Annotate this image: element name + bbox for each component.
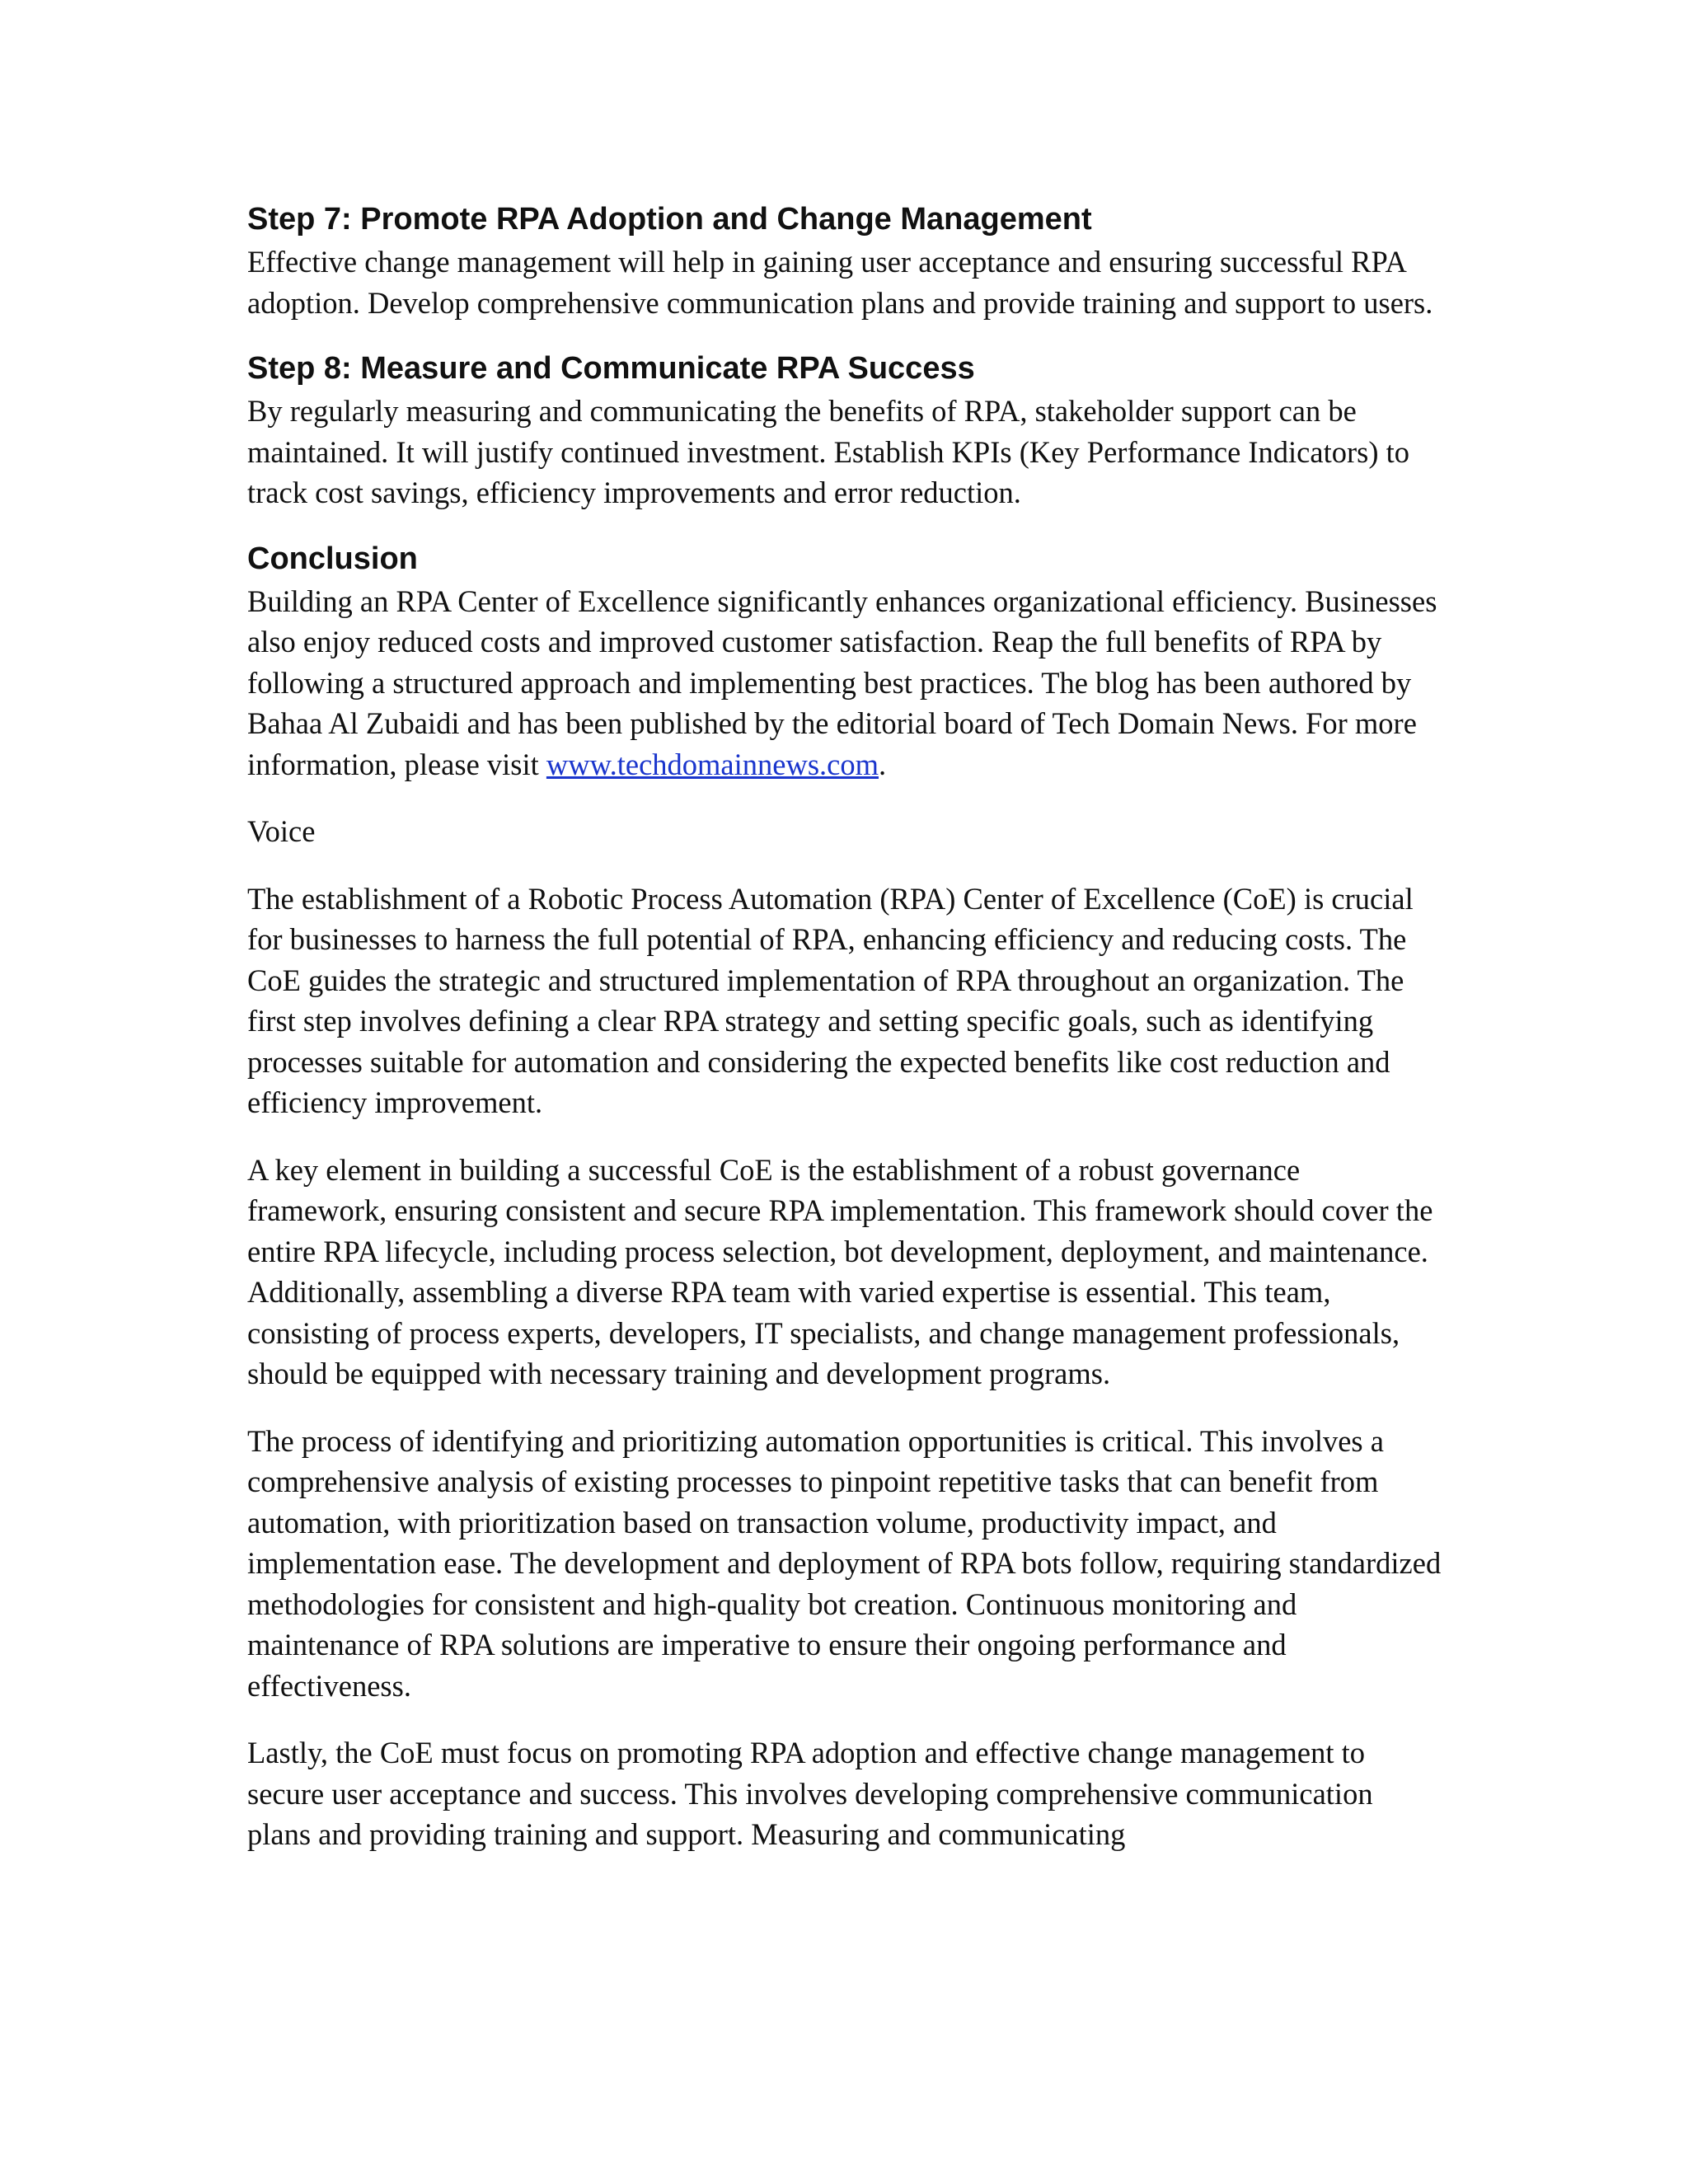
voice-paragraph: The process of identifying and prioritizing automation opportunities is critical. This involves a comprehensive analysis of existing processes to pinpoint repetitive tasks that can benefit from automation, with prioritization based on transaction volume, productivity impact, and implementation ease. The development and deployment of RPA bots follow, requiring standardized methodologies for consistent and high-quality bot creation. Continuous monitoring and maintenance of RPA solutions are imperative to ensure their ongoing performance and effectiveness. [247,1423,1442,1703]
conclusion-period: . [879,747,887,781]
section-step-7 [247,200,1442,323]
voice-paragraph: The establishment of a Robotic Process Automation (RPA) Center of Excellence (CoE) is crucial for businesses to harness the full potential of RPA, enhancing efficiency and reducing costs. The CoE guides the strategic and structured implementation of RPA throughout an organization. The first step involves defining a clear RPA strategy and setting specific goals, such as identifying processes suitable for automation and considering the expected benefits like cost reduction and efficiency improvement. [247,881,1414,1119]
section-conclusion [247,540,1442,785]
paragraph-step-7: Effective change management will help in gaining user acceptance and ensuring successful RPA adoption. Develop comprehensive communication plans and provide training and support to users. [247,245,1433,320]
heading-step-7: Step 7: Promote RPA Adoption and Change Management [247,202,1092,237]
voice-paragraph: A key element in building a successful CoE is the establishment of a robust governance framework, ensuring consistent and secure RPA implementation. This framework should cover the entire RPA lifecycle, including process selection, bot development, deployment, and maintenance. Additionally, assembling a diverse RPA team with varied expertise is essential. This team, consisting of process experts, developers, IT specialists, and change management professionals, should be equipped with necessary training and development programs. [247,1152,1433,1390]
techdomainnews-link[interactable]: www.techdomainnews.com [546,747,879,781]
voice-label: Voice [247,814,316,848]
paragraph-conclusion [247,581,1442,785]
heading-conclusion: Conclusion [247,541,418,576]
paragraph-step-8: By regularly measuring and communicating the benefits of RPA, stakeholder support can be maintained. It will justify continued investment. Establish KPIs (Key Performance Indicators) to track cost savings, efficiency improvements and error reduction. [247,394,1410,509]
document-page [247,200,1442,1882]
heading-step-8: Step 8: Measure and Communicate RPA Success [247,351,975,386]
voice-paragraph: Lastly, the CoE must focus on promoting RPA adoption and effective change management to secure user acceptance and success. This involves developing comprehensive communication plans and providing training and support. Measuring and communicating [247,1736,1373,1851]
conclusion-text: Building an RPA Center of Excellence significantly enhances organizational efficiency. Businesses also enjoy reduced costs and improved customer satisfaction. Reap the full benefits of RPA by following a structured approach and implementing best practices. The blog has been authored by Bahaa Al Zubaidi and has been published by the editorial board of Tech Domain News. For more information, please visit [247,583,1437,781]
section-step-8 [247,349,1442,513]
